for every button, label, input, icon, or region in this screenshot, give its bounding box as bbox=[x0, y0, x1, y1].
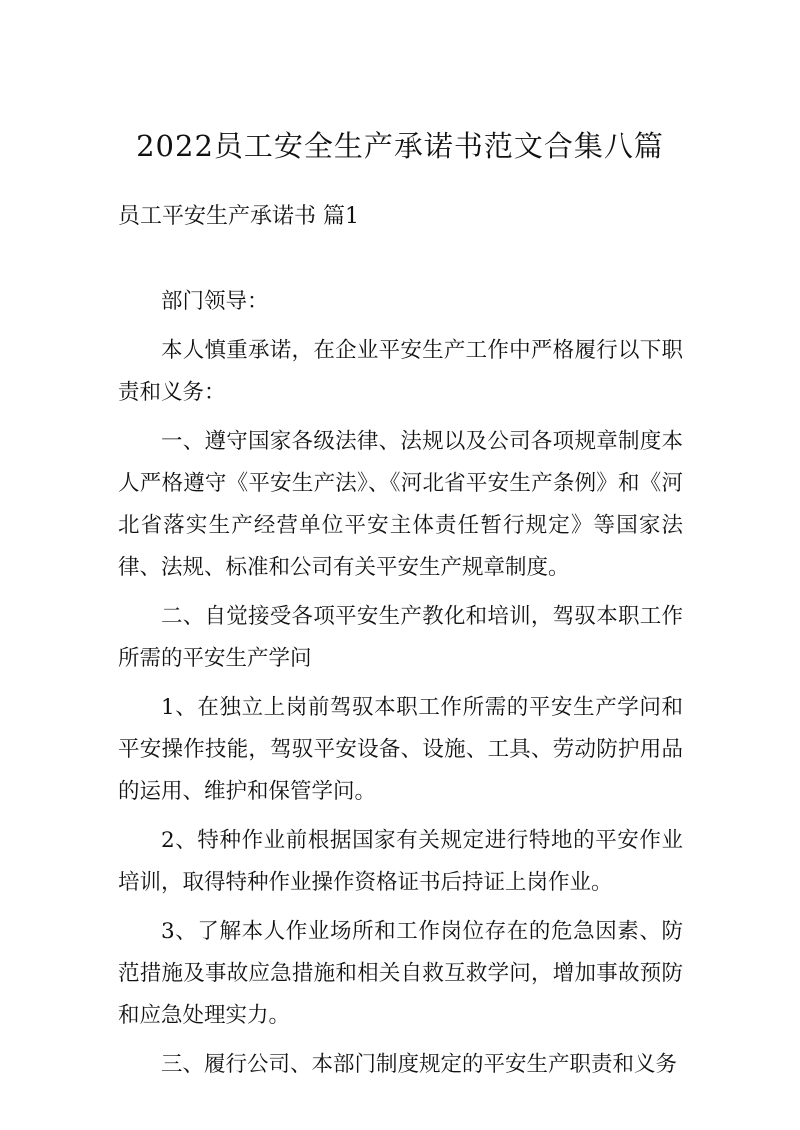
document-title: 2022员工安全生产承诺书范文合集八篇 bbox=[136, 129, 664, 163]
paragraph-item-3: 3、了解本人作业场所和工作岗位存在的危急因素、防范措施及事故应急措施和相关自救互救学问，增加事故预防和应急处理实力。 bbox=[118, 919, 683, 1028]
document-body bbox=[118, 281, 683, 1086]
paragraph-point-one: 一、遵守国家各级法律、法规以及公司各项规章制度本人严格遵守《平安生产法》、《河北省平安生产条例》和《河北省落实生产经营单位平安主体责任暂行规定》等国家法律、法规、标准和公司有关平安生产规章制度。 bbox=[118, 429, 683, 580]
paragraph-item-2: 2、特种作业前根据国家有关规定进行特地的平安作业培训，取得特种作业操作资格证书后持证上岗作业。 bbox=[118, 828, 683, 895]
paragraph-point-two: 二、自觉接受各项平安生产教化和培训，驾驭本职工作所需的平安生产学问 bbox=[118, 604, 683, 671]
paragraph-pledge-intro: 本人慎重承诺，在企业平安生产工作中严格履行以下职责和义务： bbox=[118, 338, 683, 405]
paragraph-point-three: 三、履行公司、本部门制度规定的平安生产职责和义务 bbox=[161, 1052, 678, 1077]
paragraph-item-1: 1、在独立上岗前驾驭本职工作所需的平安生产学问和平安操作技能，驾驭平安设备、设施、工具、劳动防护用品的运用、维护和保管学问。 bbox=[118, 695, 683, 804]
section-heading: 员工平安生产承诺书 篇1 bbox=[118, 204, 359, 229]
paragraph-salutation: 部门领导： bbox=[161, 289, 269, 314]
